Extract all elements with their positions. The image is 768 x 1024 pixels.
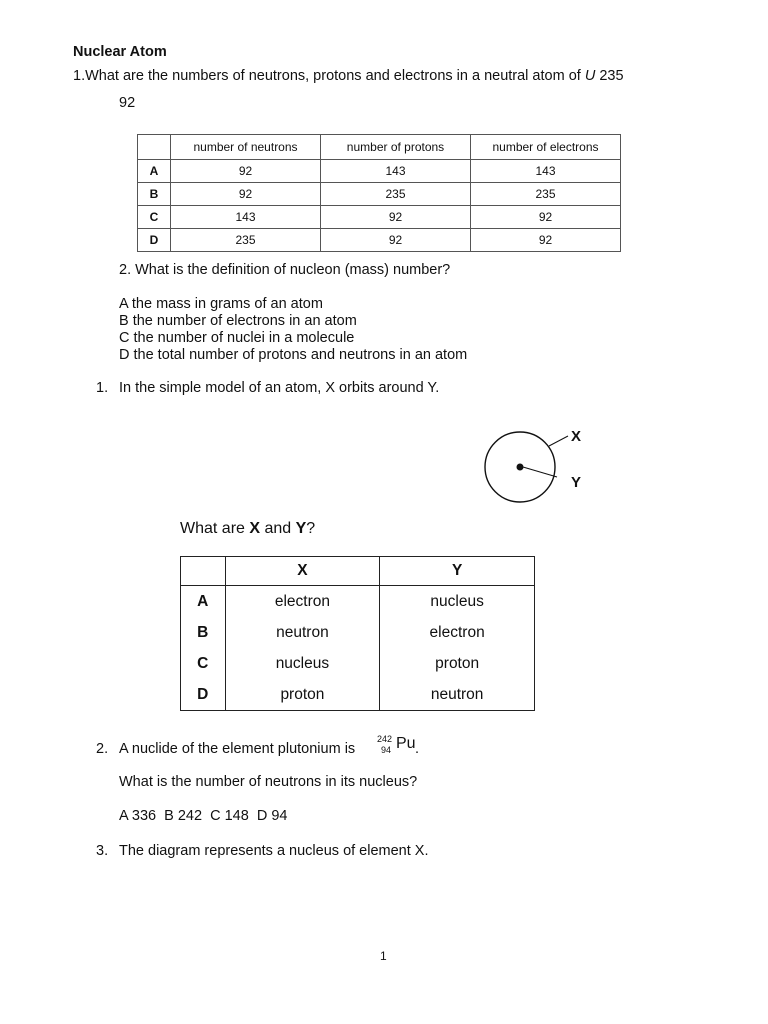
prompt-y: Y — [295, 520, 307, 537]
table-cell: 92 — [321, 229, 471, 252]
row-label: B — [138, 183, 171, 206]
table-row — [138, 160, 621, 183]
row-label: A — [181, 586, 226, 618]
prompt-x: X — [249, 520, 261, 537]
header-neutrons: number of neutrons — [171, 135, 321, 160]
plutonium-atomic-number: 94 — [381, 745, 392, 755]
row-label: C — [138, 206, 171, 229]
nucleus-dot — [517, 464, 524, 471]
table-cell: nucleus — [225, 648, 380, 679]
table-cell: 92 — [321, 206, 471, 229]
question-4-text: A nuclide of the element plutonium is — [119, 741, 356, 757]
table-row — [181, 648, 535, 679]
diagram-label-x: X — [571, 428, 582, 445]
table-cell: proton — [380, 648, 535, 679]
question-5-number: 3. — [96, 843, 109, 859]
question-1-prefix: 1.What are the numbers of neutrons, protons and electrons in a neutral atom of — [73, 68, 585, 84]
row-label: B — [181, 617, 226, 648]
question-4-number: 2. — [96, 741, 109, 757]
table-cell: 235 — [171, 229, 321, 252]
table-cell: 92 — [471, 229, 621, 252]
table-cell: neutron — [225, 617, 380, 648]
question-3-number: 1. — [96, 380, 109, 396]
table-corner-cell — [138, 135, 171, 160]
option-b: B the number of electrons in an atom — [119, 313, 357, 329]
mass-number-235: 235 — [595, 68, 624, 84]
prompt-post: ? — [306, 520, 316, 537]
document-title: Nuclear Atom — [73, 44, 167, 60]
page-number: 1 — [380, 949, 387, 963]
header-x: X — [225, 557, 380, 586]
table-row — [181, 617, 535, 648]
table-row — [138, 183, 621, 206]
table-cell: electron — [225, 586, 380, 618]
option-d: D the total number of protons and neutrons in an atom — [119, 347, 468, 363]
table-corner-cell — [181, 557, 226, 586]
table-header-row — [181, 557, 535, 586]
question-1-text — [73, 68, 624, 84]
atomic-number-92: 92 — [119, 95, 136, 111]
table-cell: proton — [225, 679, 380, 711]
table-row — [138, 229, 621, 252]
table-cell: 92 — [171, 160, 321, 183]
table-cell: 235 — [471, 183, 621, 206]
question-4-period: . — [415, 741, 420, 757]
row-label: C — [181, 648, 226, 679]
table-cell: electron — [380, 617, 535, 648]
question-3-table — [180, 556, 535, 711]
table-cell: 143 — [171, 206, 321, 229]
label-x-pointer — [549, 436, 568, 446]
option-c: C the number of nuclei in a molecule — [119, 330, 355, 346]
plutonium-mass-number: 242 — [377, 734, 393, 744]
prompt-pre: What are — [180, 520, 250, 537]
table-cell: 92 — [471, 206, 621, 229]
question-3-prompt — [180, 520, 315, 538]
question-4-question: What is the number of neutrons in its nucleus? — [119, 774, 418, 790]
question-2-text: 2. What is the definition of nucleon (mass) number? — [119, 262, 451, 278]
header-y: Y — [380, 557, 535, 586]
diagram-label-y: Y — [571, 474, 582, 491]
header-protons: number of protons — [321, 135, 471, 160]
row-label: D — [138, 229, 171, 252]
table-cell: 235 — [321, 183, 471, 206]
table-cell: nucleus — [380, 586, 535, 618]
question-4-options: A 336 B 242 C 148 D 94 — [119, 808, 288, 824]
table-cell: 143 — [321, 160, 471, 183]
table-row — [181, 586, 535, 618]
prompt-mid: and — [260, 520, 296, 537]
header-electrons: number of electrons — [471, 135, 621, 160]
table-cell: 143 — [471, 160, 621, 183]
row-label: A — [138, 160, 171, 183]
plutonium-symbol: Pu — [396, 735, 416, 752]
question-1-table — [137, 134, 621, 252]
table-row — [138, 206, 621, 229]
table-header-row — [138, 135, 621, 160]
question-3-text: In the simple model of an atom, X orbits around Y. — [119, 380, 440, 396]
element-symbol-u: U — [584, 68, 596, 84]
question-5-text: The diagram represents a nucleus of element X. — [119, 843, 429, 859]
row-label: D — [181, 679, 226, 711]
label-y-pointer — [523, 467, 557, 477]
table-cell: 92 — [171, 183, 321, 206]
table-cell: neutron — [380, 679, 535, 711]
table-row — [181, 679, 535, 711]
option-a: A the mass in grams of an atom — [119, 296, 323, 312]
